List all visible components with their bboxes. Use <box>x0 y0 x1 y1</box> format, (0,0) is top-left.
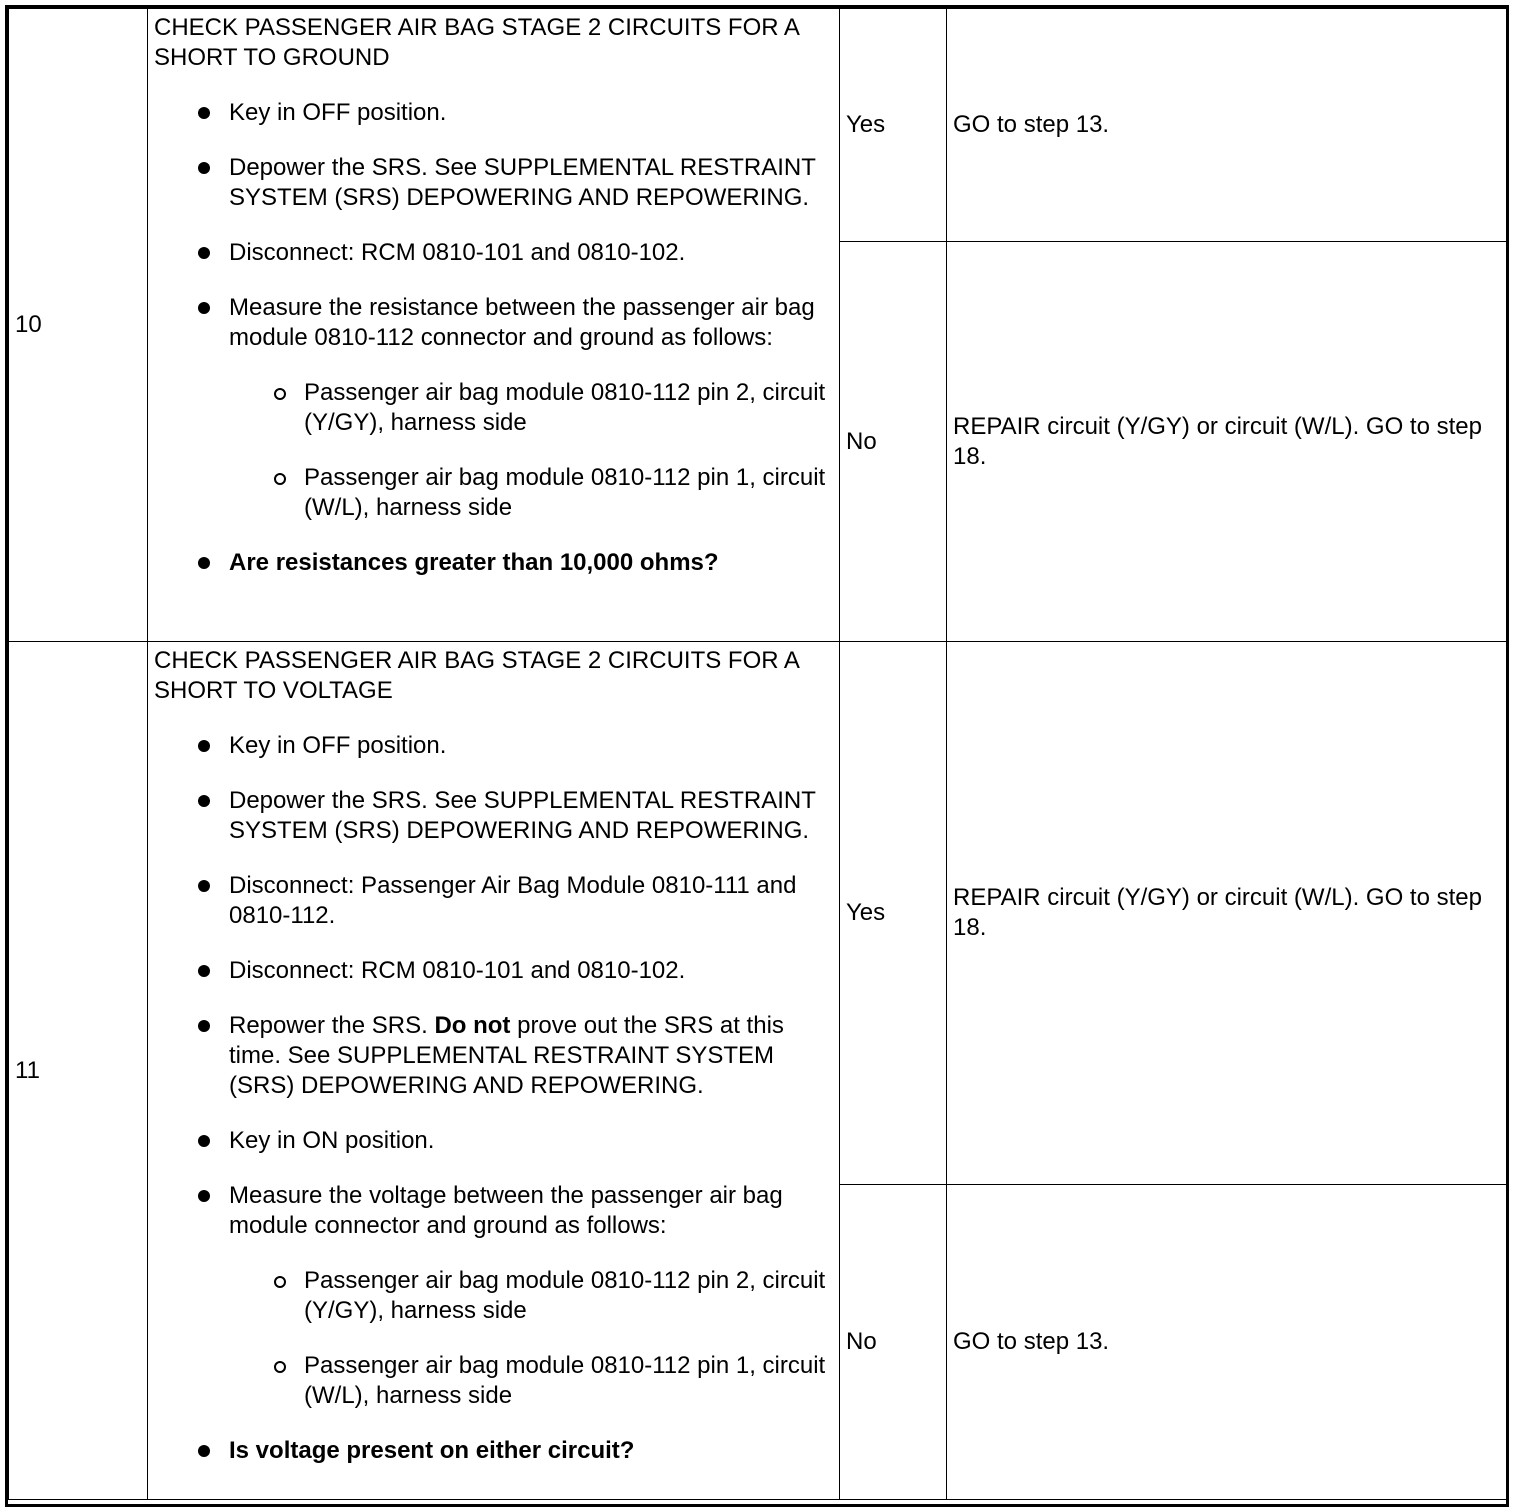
bullet-icon <box>198 965 210 977</box>
list-item: Disconnect: RCM 0810-101 and 0810-102. <box>154 238 835 268</box>
sub-list-item: Passenger air bag module 0810-112 pin 1, circuit (W/L), harness side <box>229 463 835 523</box>
sub-list-item: Passenger air bag module 0810-112 pin 1, circuit (W/L), harness side <box>229 1351 835 1411</box>
sub-list <box>229 378 835 523</box>
bullet-icon <box>198 1135 210 1147</box>
step-question: Is voltage present on either circuit? <box>229 1437 635 1464</box>
step-heading: CHECK PASSENGER AIR BAG STAGE 2 CIRCUITS FOR A SHORT TO VOLTAGE <box>154 647 799 704</box>
action-list <box>154 98 835 578</box>
no-label: No <box>840 242 947 642</box>
bullet-icon <box>198 302 210 314</box>
bullet-icon <box>198 1190 210 1202</box>
no-action: GO to step 13. <box>947 1185 1507 1500</box>
yes-label: Yes <box>840 9 947 242</box>
step-heading: CHECK PASSENGER AIR BAG STAGE 2 CIRCUITS FOR A SHORT TO GROUND <box>154 14 799 71</box>
circle-bullet-icon <box>274 473 286 485</box>
step-question: Are resistances greater than 10,000 ohms? <box>229 549 719 576</box>
list-item: Measure the resistance between the passenger air bag module 0810-112 connector and ground as follows: Passenger air bag module 0810-112 pin 2, circuit (Y/GY), harness side Passenger air bag module 0810-112 pin 1, circuit (W/L), harness side <box>154 293 835 523</box>
diagnostic-table-frame <box>5 5 1509 1507</box>
list-item: Measure the voltage between the passenger air bag module connector and ground as follows: Passenger air bag module 0810-112 pin 2, circuit (Y/GY), harness side Passenger air bag module 0810-112 pin 1, circuit (W/L), harness side <box>154 1181 835 1411</box>
sub-list-item: Passenger air bag module 0810-112 pin 2, circuit (Y/GY), harness side <box>229 1266 835 1326</box>
yes-action: GO to step 13. <box>947 9 1507 242</box>
step-number: 10 <box>9 9 148 642</box>
bullet-icon <box>198 880 210 892</box>
step-action <box>148 9 840 642</box>
question-item <box>154 1436 835 1466</box>
no-label: No <box>840 1185 947 1500</box>
list-item: Disconnect: Passenger Air Bag Module 0810-111 and 0810-112. <box>154 871 835 931</box>
list-item: Key in OFF position. <box>154 731 835 761</box>
circle-bullet-icon <box>274 1361 286 1373</box>
yes-label: Yes <box>840 642 947 1185</box>
bullet-icon <box>198 1445 210 1457</box>
sub-list <box>229 1266 835 1411</box>
bullet-icon <box>198 162 210 174</box>
step-11-yes-row <box>9 642 1507 1185</box>
circle-bullet-icon <box>274 1276 286 1288</box>
list-item: Key in OFF position. <box>154 98 835 128</box>
question-item <box>154 548 835 578</box>
list-item: Disconnect: RCM 0810-101 and 0810-102. <box>154 956 835 986</box>
diagnostic-table <box>8 8 1507 1500</box>
list-item: Key in ON position. <box>154 1126 835 1156</box>
step-10-yes-row <box>9 9 1507 242</box>
bullet-icon <box>198 740 210 752</box>
step-number: 11 <box>9 642 148 1500</box>
list-item: Depower the SRS. See SUPPLEMENTAL RESTRAINT SYSTEM (SRS) DEPOWERING AND REPOWERING. <box>154 153 835 213</box>
list-item: Depower the SRS. See SUPPLEMENTAL RESTRAINT SYSTEM (SRS) DEPOWERING AND REPOWERING. <box>154 786 835 846</box>
bullet-icon <box>198 1020 210 1032</box>
do-not-emphasis: Do not <box>434 1012 511 1039</box>
action-list <box>154 731 835 1466</box>
bullet-icon <box>198 557 210 569</box>
circle-bullet-icon <box>274 388 286 400</box>
yes-action: REPAIR circuit (Y/GY) or circuit (W/L). GO to step 18. <box>947 642 1507 1185</box>
bullet-icon <box>198 247 210 259</box>
no-action: REPAIR circuit (Y/GY) or circuit (W/L). GO to step 18. <box>947 242 1507 642</box>
bullet-icon <box>198 107 210 119</box>
list-item: Repower the SRS. Do not prove out the SRS at this time. See SUPPLEMENTAL RESTRAINT SYSTEM (SRS) DEPOWERING AND REPOWERING. <box>154 1011 835 1101</box>
step-action <box>148 642 840 1500</box>
sub-list-item: Passenger air bag module 0810-112 pin 2, circuit (Y/GY), harness side <box>229 378 835 438</box>
bullet-icon <box>198 795 210 807</box>
